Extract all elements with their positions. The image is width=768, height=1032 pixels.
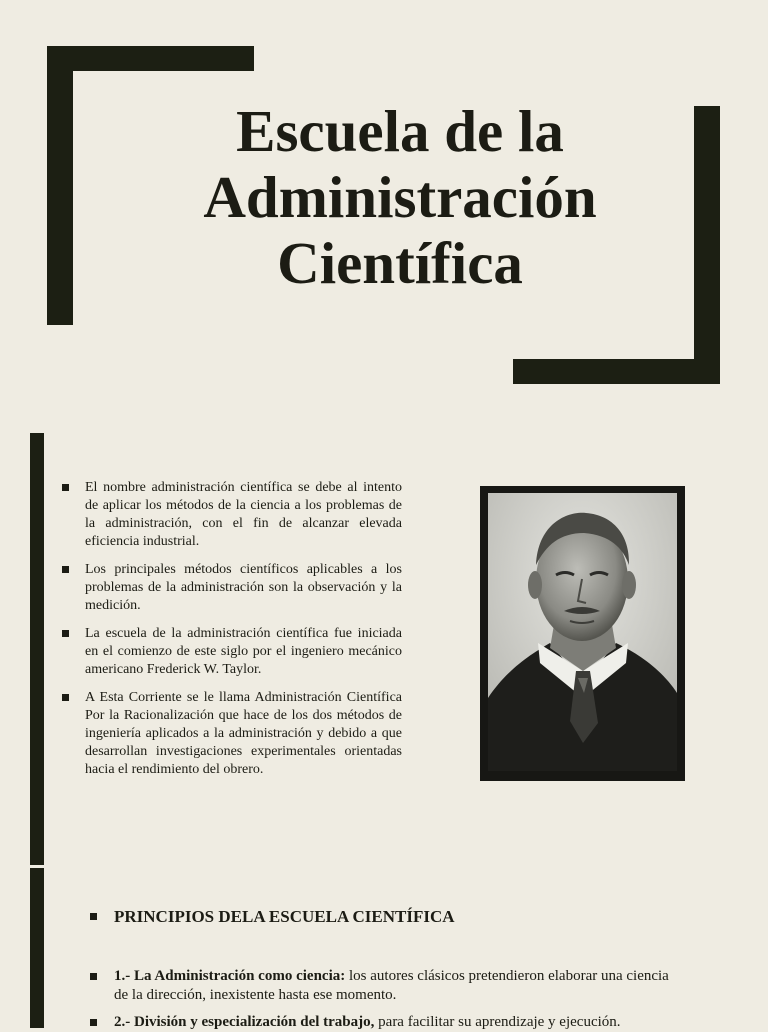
principles-slide	[0, 865, 768, 1030]
list-item	[62, 561, 402, 615]
portrait-frame	[480, 486, 685, 781]
bottom-right-bracket-horizontal	[513, 359, 720, 384]
bottom-right-bracket-vertical	[694, 106, 720, 384]
left-accent-bar	[30, 868, 44, 1028]
square-bullet-icon	[90, 1019, 97, 1026]
title-slide	[0, 0, 768, 415]
principle-text: los autores clásicos pretendieron elaborar una ciencia de la dirección, inexistente hasta ese momento.	[114, 968, 669, 1003]
principles-heading	[90, 907, 455, 927]
bullet-text: El nombre administración científica se debe al intento de aplicar los métodos de la ciencia a los problemas de la administración, con el fin de alcanzar elevada eficiencia industrial.	[85, 480, 402, 549]
principles-heading-text: PRINCIPIOS DELA ESCUELA CIENTÍFICA	[114, 907, 455, 926]
square-bullet-icon	[62, 694, 69, 701]
list-item	[62, 625, 402, 679]
square-bullet-icon	[90, 913, 97, 920]
square-bullet-icon	[62, 566, 69, 573]
square-bullet-icon	[62, 484, 69, 491]
top-left-bracket-vertical	[47, 46, 73, 325]
list-item	[62, 689, 402, 779]
bullet-list	[62, 479, 402, 789]
square-bullet-icon	[62, 630, 69, 637]
title-line-2: Administración	[203, 164, 597, 230]
title-line-1: Escuela de la	[236, 98, 564, 164]
principle-title: 2.- División y especialización del trabajo,	[114, 1014, 375, 1030]
principle-item-2	[90, 1013, 684, 1032]
slide-title	[130, 98, 670, 296]
portrait-photo	[488, 493, 677, 771]
square-bullet-icon	[90, 973, 97, 980]
top-left-bracket-horizontal	[47, 46, 254, 71]
principle-item-1	[90, 967, 684, 1005]
principle-text: para facilitar su aprendizaje y ejecución.	[374, 1014, 621, 1030]
bullet-text: La escuela de la administración científica fue iniciada en el comienzo de este siglo por el ingeniero mecánico americano Frederick W. Taylor.	[85, 626, 402, 677]
title-line-3: Científica	[277, 230, 523, 296]
bullet-text: Los principales métodos científicos aplicables a los problemas de la administración son la observación y la medición.	[85, 562, 402, 613]
left-accent-bar	[30, 433, 44, 865]
content-slide	[0, 415, 768, 865]
portrait-illustration	[488, 493, 677, 771]
list-item	[62, 479, 402, 551]
principle-title: 1.- La Administración como ciencia:	[114, 968, 346, 984]
bullet-text: A Esta Corriente se le llama Administración Científica Por la Racionalización que hace de los dos métodos de ingeniería aplicados a la administración y debido a que desarrollan investigaciones experimentales orientadas hacia el rendimiento del obrero.	[85, 690, 402, 777]
